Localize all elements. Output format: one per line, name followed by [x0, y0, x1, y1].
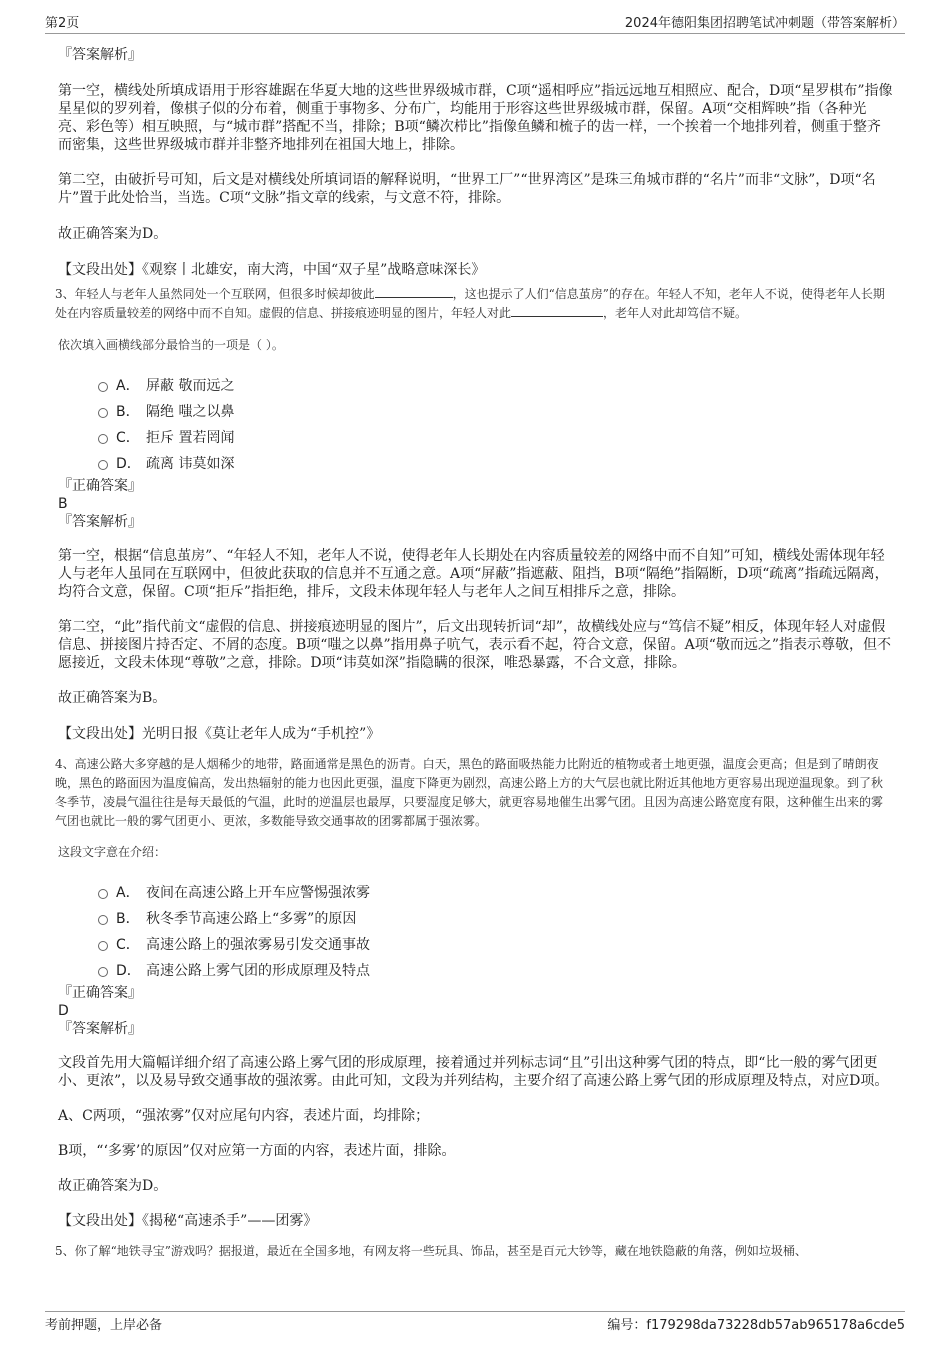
q3-option-d[interactable]: D． 疏离 讳莫如深 — [58, 451, 894, 477]
q3-option-a[interactable]: A． 屏蔽 敬而远之 — [58, 373, 894, 399]
radio-icon[interactable] — [98, 382, 108, 392]
q3-correct-answer: B — [58, 496, 68, 512]
q3-correct-label: 『正确答案』 — [58, 478, 142, 494]
radio-icon[interactable] — [98, 967, 108, 977]
q2-conclusion: 故正确答案为D。 — [58, 226, 168, 242]
q2-source: 【文段出处】《观察丨北雄安，南大湾，中国“双子星”战略意味深长》 — [58, 262, 486, 278]
q4-conclusion: 故正确答案为D。 — [58, 1178, 168, 1194]
q3-source: 【文段出处】光明日报《莫让老年人成为“手机控”》 — [58, 726, 381, 742]
q4-analysis-para1: 文段首先用大篇幅详细介绍了高速公路上雾气团的形成原理，接着通过并列标志词“且”引出这种雾气团的特点，即“比一般的雾气团更小、更浓”，以及易导致交通事故的强浓雾。由此可知，文段为并列结构，主要介绍了高速公路上雾气团的形成原理及特点，对应D项。 — [58, 1055, 889, 1089]
q3-option-c[interactable]: C． 拒斥 置若罔闻 — [58, 425, 894, 451]
q5-stem: 5、你了解“地铁寻宝”游戏吗？据报道，最近在全国多地，有网友将一些玩具、饰品，甚至是百元大钞等，藏在地铁隐蔽的角落，例如垃圾桶、 — [55, 1244, 807, 1258]
q4-source: 【文段出处】《揭秘“高速杀手”——团雾》 — [58, 1213, 318, 1229]
q3-conclusion: 故正确答案为B。 — [58, 690, 167, 706]
q3-options — [58, 373, 894, 477]
radio-icon[interactable] — [98, 408, 108, 418]
q4-option-b[interactable]: B． 秋冬季节高速公路上“多雾”的原因 — [58, 906, 894, 932]
q3-analysis-para1: 第一空，根据“信息茧房”、“年轻人不知，老年人不说，使得老年人长期处在内容质量较差的网络中而不自知”可知，横线处需体现年轻人与老年人虽同在互联网中，但彼此获取的信息并不互通之意。A项“屏蔽”指遮蔽、阻挡，B项“隔绝”指隔断，D项“疏离”指疏远隔离，均符合文意，保留。C项“拒斥”指拒绝，排斥，文段未体现年轻人与老年人之间互相排斥之意，排除。 — [58, 548, 889, 600]
radio-icon[interactable] — [98, 434, 108, 444]
document-title: 2024年德阳集团招聘笔试冲刺题（带答案解析） — [624, 16, 905, 31]
footer-slogan: 考前押题，上岸必备 — [45, 1318, 163, 1333]
q3-ask: 依次填入画横线部分最恰当的一项是（ ）。 — [58, 338, 284, 352]
q4-stem: 4、高速公路大多穿越的是人烟稀少的地带，路面通常是黑色的沥青。白天，黑色的路面吸热能力比附近的植物或者土地更强，温度会更高；但是到了晴朗夜晚，黑色的路面因为温度偏高，发出热辐射的能力也因此更强，温度下降更为剧烈，高速公路上方的大气层也就比附近其他地方更容易出现逆温现象。到了秋冬季节，凌晨气温往往是每天最低的气温，此时的逆温层也最厚，只要湿度足够大，就更容易地催生出雾气团。且因为高速公路宽度有限，这种催生出来的雾气团也就比一般的雾气团更小、更浓，多数能导致交通事故的团雾都属于强浓雾。 — [55, 757, 884, 828]
radio-icon[interactable] — [98, 889, 108, 899]
page-number: 第2页 — [45, 16, 80, 31]
page-header — [45, 12, 905, 32]
q4-analysis-label: 『答案解析』 — [58, 1021, 142, 1037]
q2-analysis-para2: 第二空，由破折号可知，后文是对横线处所填词语的解释说明，“世界工厂”“世界湾区”是珠三角城市群的“名片”而非“文脉”，D项“名片”置于此处恰当，当选。C项“文脉”指文章的线索，与文意不符，排除。 — [58, 172, 876, 206]
q3-option-b[interactable]: B． 隔绝 嗤之以鼻 — [58, 399, 894, 425]
q2-analysis-label: 『答案解析』 — [58, 47, 142, 63]
q3-blank-1 — [375, 286, 453, 298]
radio-icon[interactable] — [98, 941, 108, 951]
q4-analysis-para2: A、C两项，“强浓雾”仅对应尾句内容，表述片面，均排除； — [58, 1108, 430, 1124]
q4-correct-answer: D — [58, 1003, 69, 1019]
q4-option-d[interactable]: D． 高速公路上雾气团的形成原理及特点 — [58, 958, 894, 984]
q2-analysis-para1: 第一空，横线处所填成语用于形容雄踞在华夏大地的这些世界级城市群，C项“遥相呼应”指远远地互相照应、配合，D项“星罗棋布”指像星星似的罗列着，像棋子似的分布着，侧重于事物多、分布广，均能用于形容这些世界级城市群，保留。A项“交相辉映”指（各种光亮、彩色等）相互映照，与“城市群”搭配不当，排除；B项“鳞次栉比”指像鱼鳞和梳子的齿一样，一个挨着一个地排列着，侧重于整齐而密集，这些世界级城市群并非整齐地排列在祖国大地上，排除。 — [58, 83, 893, 153]
q3-stem: 3、年轻人与老年人虽然同处一个互联网，但很多时候却彼此 ，这也提示了人们“信息茧房”的存在。年轻人不知，老年人不说，使得老年人长期处在内容质量较差的网络中而不自知。虚假的信息、拼接痕迹明显的图片，年轻人对此 ，老年人对此却笃信不疑。 — [55, 287, 885, 320]
q4-correct-label: 『正确答案』 — [58, 985, 142, 1001]
q3-analysis-para2: 第二空，“此”指代前文“虚假的信息、拼接痕迹明显的图片”，后文出现转折词“却”，故横线处应与“笃信不疑”相反，体现年轻人对虚假信息、拼接图片持否定、不屑的态度。B项“嗤之以鼻”指用鼻子吭气，表示看不起，符合文意，保留。A项“敬而远之”指表示尊敬，但不愿接近，文段未体现“尊敬”之意，排除。D项“讳莫如深”指隐瞒的很深，唯恐暴露，不合文意，排除。 — [58, 619, 892, 671]
q4-option-a[interactable]: A． 夜间在高速公路上开车应警惕强浓雾 — [58, 880, 894, 906]
q3-blank-2 — [511, 305, 603, 317]
header-divider — [45, 33, 905, 34]
q3-analysis-label: 『答案解析』 — [58, 514, 142, 530]
document-body — [55, 46, 894, 1261]
q4-options — [58, 880, 894, 984]
document-id: 编号：f179298da73228db57ab965178a6cde5 — [607, 1318, 905, 1333]
q4-ask: 这段文字意在介绍： — [58, 845, 167, 859]
q4-analysis-para3: B项，“‘多雾’的原因”仅对应第一方面的内容，表述片面，排除。 — [58, 1143, 456, 1159]
radio-icon[interactable] — [98, 460, 108, 470]
radio-icon[interactable] — [98, 915, 108, 925]
q4-option-c[interactable]: C． 高速公路上的强浓雾易引发交通事故 — [58, 932, 894, 958]
footer-divider — [45, 1311, 905, 1312]
